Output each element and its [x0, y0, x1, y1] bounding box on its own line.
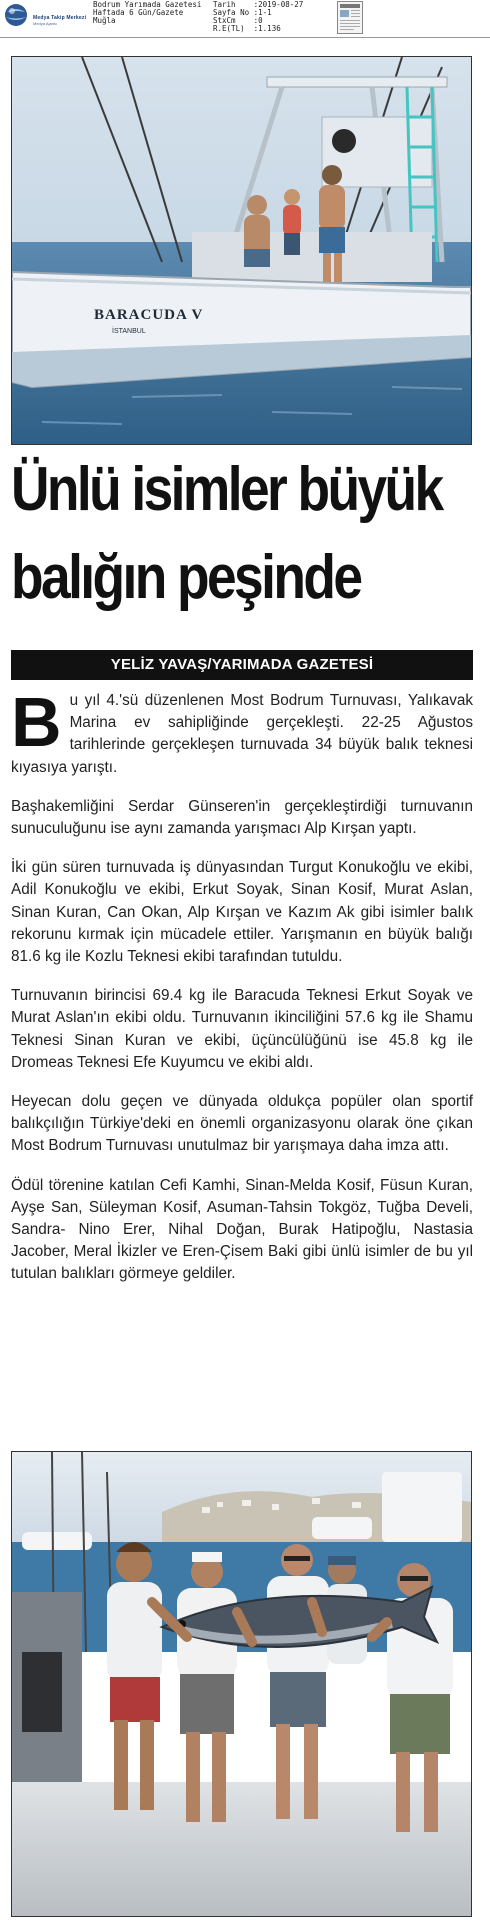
meta-stxcm: StxCm :0	[213, 16, 263, 25]
page-thumbnail[interactable]	[337, 1, 363, 34]
article-headline	[11, 446, 442, 622]
agency-logo	[2, 2, 92, 28]
boat-port-text: İSTANBUL	[112, 328, 146, 335]
paragraph-6: Ödül törenine katılan Cefi Kamhi, Sinan-Melda Kosif, Füsun Kuran, Ayşe San, Süleyman Kosif, Asuman-Tahsin Tokgöz, Tuğba Develi, Sandra- Nino Erer, Nihal Doğan, Burak Hatipoğlu, Nastasia Jacober, Meral İkizler ve Eren-Çisem Baki gibi ünlü isimler de bu yıl tutulan balıkları görmeye geldiler.	[11, 1176, 473, 1283]
catch-photo	[11, 1451, 472, 1917]
boat-name-text: BARACUDA V	[94, 307, 204, 323]
paragraph-1-text: u yıl 4.'sü düzenlenen Most Bodrum Turnuvası, Yalıkavak Marina ev sahipliğinde gerçekleşti. 22-25 Ağustos tarihlerinde gerçekleşen turnuvada 34 büyük balık teknesi kıyasıya yarıştı.	[11, 692, 473, 776]
header-divider	[0, 37, 490, 38]
clipping-header	[0, 0, 490, 40]
article-body	[11, 683, 473, 1303]
meta-value: R.E(TL) :1.136	[213, 24, 281, 33]
meta-page: Sayfa No :1-1	[213, 8, 272, 17]
publication-frequency: Haftada 6 Gün/Gazete	[93, 8, 184, 17]
paragraph-1	[11, 683, 473, 779]
clipping-meta	[213, 1, 303, 33]
drop-cap: B	[11, 683, 62, 761]
headline-line-2: balığın peşinde	[11, 543, 361, 612]
paragraph-4: Turnuvanın birincisi 69.4 kg ile Baracuda Teknesi Erkut Soyak ve Murat Aslan'ın ekibi oldu. Turnuvanın ikinciliğini 57.6 kg ile Shamu Teknesi Sinan Kuran ve ekibi, üçüncülüğünü ise 45.8 kg ile Dromeas Teknesi Efe Kuyumcu ve ekibi aldı.	[11, 987, 473, 1071]
meta-date: Tarih :2019-08-27	[213, 0, 304, 9]
paragraph-2: Başhakemliğini Serdar Günseren'in gerçekleştirdiği turnuvanın sunuculuğunu ise aynı zamanda yarışmacı Alp Kırşan yaptı.	[11, 797, 473, 838]
paragraph-3: İki gün süren turnuvada iş dünyasından Turgut Konukoğlu ve ekibi, Adil Konukoğlu ve ekibi, Erkut Soyak, Sinan Kosif, Murat Aslan, Sinan Kuran, Can Okan, Alp Kırşan ve Kazım Ak gibi isimler balık rekorunu kırmak için mücadele ettiler. Yarışmanın en büyük balığı 81.6 kg ile Kozlu Teknesi ekibi tarafından tutuldu.	[11, 859, 473, 966]
publication-region: Muğla	[93, 16, 116, 25]
byline-bar: YELİZ YAVAŞ/YARIMADA GAZETESİ	[11, 650, 473, 680]
boat-photo	[11, 56, 472, 445]
paragraph-5: Heyecan dolu geçen ve dünyada oldukça popüler olan sportif balıkçılığın Türkiye'deki en önemli organizasyonu olarak öne çıkan Most Bodrum Turnuvası unutulmaz bir yarışmaya daha imza attı.	[11, 1093, 473, 1155]
headline-line-1: Ünlü isimler büyük	[11, 455, 442, 524]
globe-icon	[2, 2, 32, 28]
logo-name: Medya Takip Merkezi	[33, 15, 87, 21]
publication-name: Bodrum Yarımada Gazetesi	[93, 0, 202, 9]
publication-info	[93, 1, 201, 25]
logo-tagline: Medya Ajansı	[33, 21, 58, 26]
